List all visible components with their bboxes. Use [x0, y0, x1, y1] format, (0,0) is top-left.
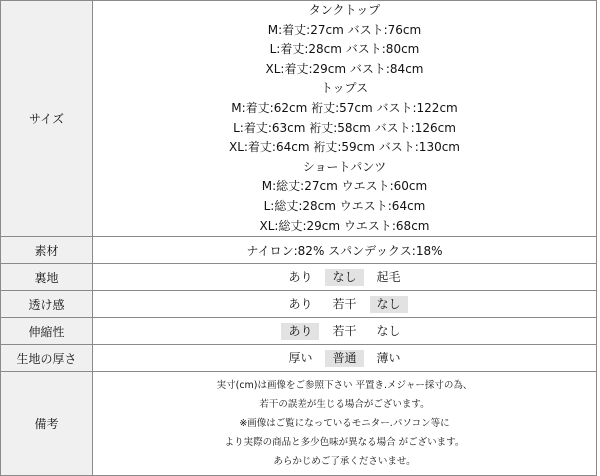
stretch-option: あり: [281, 323, 319, 340]
remarks-label: 備考: [1, 372, 93, 476]
lining-label: 裏地: [1, 264, 93, 291]
lining-option: あり: [288, 269, 313, 284]
lining-option: なし: [325, 269, 363, 286]
material-label: 素材: [1, 237, 93, 264]
sheer-row: [1, 291, 597, 318]
size-label: サイズ: [1, 1, 93, 237]
thickness-option: 厚い: [288, 350, 313, 365]
size-sections: [93, 1, 596, 236]
size-heading-tops: トップス: [320, 81, 369, 96]
size-heading-tank: タンクトップ: [308, 3, 381, 17]
thickness-option: 薄い: [376, 350, 401, 365]
stretch-label: 伸縮性: [1, 318, 93, 345]
size-line: XL:着丈:64cm 裄丈:59cm バスト:130cm: [228, 140, 460, 155]
lining-options: [281, 269, 407, 286]
size-line: L:着丈:63cm 裄丈:58cm バスト:126cm: [233, 120, 456, 135]
remarks-line: 実寸(cm)は画像をご参照下さい 平置き.メジャー採寸の為、: [216, 380, 473, 392]
stretch-option: なし: [376, 323, 401, 338]
size-heading-shorts: ショートパンツ: [302, 159, 387, 174]
size-row: [1, 1, 597, 237]
size-line: XL:着丈:29cm バスト:84cm: [265, 61, 424, 76]
remarks-text: [93, 376, 596, 471]
sheer-option: あり: [288, 296, 313, 311]
thickness-option: 普通: [325, 350, 363, 367]
remarks-line: ※画像はご覧になっているモニター.パソコン等に: [239, 418, 450, 430]
stretch-row: [1, 318, 597, 345]
size-line: M:着丈:27cm バスト:76cm: [267, 22, 422, 37]
size-line: XL:総丈:29cm ウエスト:68cm: [259, 218, 430, 233]
remarks-line: あらかじめご了承くださいませ。: [273, 456, 416, 468]
thickness-row: [1, 345, 597, 372]
stretch-options: [281, 323, 407, 340]
remarks-line: より実際の商品と多少色味が異なる場合 がございます。: [224, 437, 465, 449]
remarks-line: 若干の誤差が生じる場合がございます。: [259, 399, 430, 411]
material-row: [1, 237, 597, 264]
size-line: L:着丈:28cm バスト:80cm: [269, 42, 420, 57]
sheer-option: 若干: [332, 296, 357, 311]
sheer-label: 透け感: [1, 291, 93, 318]
size-line: M:着丈:62cm 裄丈:57cm バスト:122cm: [231, 100, 458, 115]
remarks-row: [1, 372, 597, 476]
size-line: M:総丈:27cm ウエスト:60cm: [261, 179, 428, 194]
size-line: L:総丈:28cm ウエスト:64cm: [263, 198, 426, 213]
stretch-option: 若干: [332, 323, 357, 338]
thickness-options: [281, 350, 407, 367]
thickness-label: 生地の厚さ: [1, 345, 93, 372]
size-value: [93, 1, 597, 237]
lining-option: 起毛: [376, 269, 401, 284]
sheer-option: なし: [370, 296, 408, 313]
sheer-options: [281, 296, 407, 313]
material-value: ナイロン:82% スパンデックス:18%: [93, 237, 597, 264]
lining-row: [1, 264, 597, 291]
